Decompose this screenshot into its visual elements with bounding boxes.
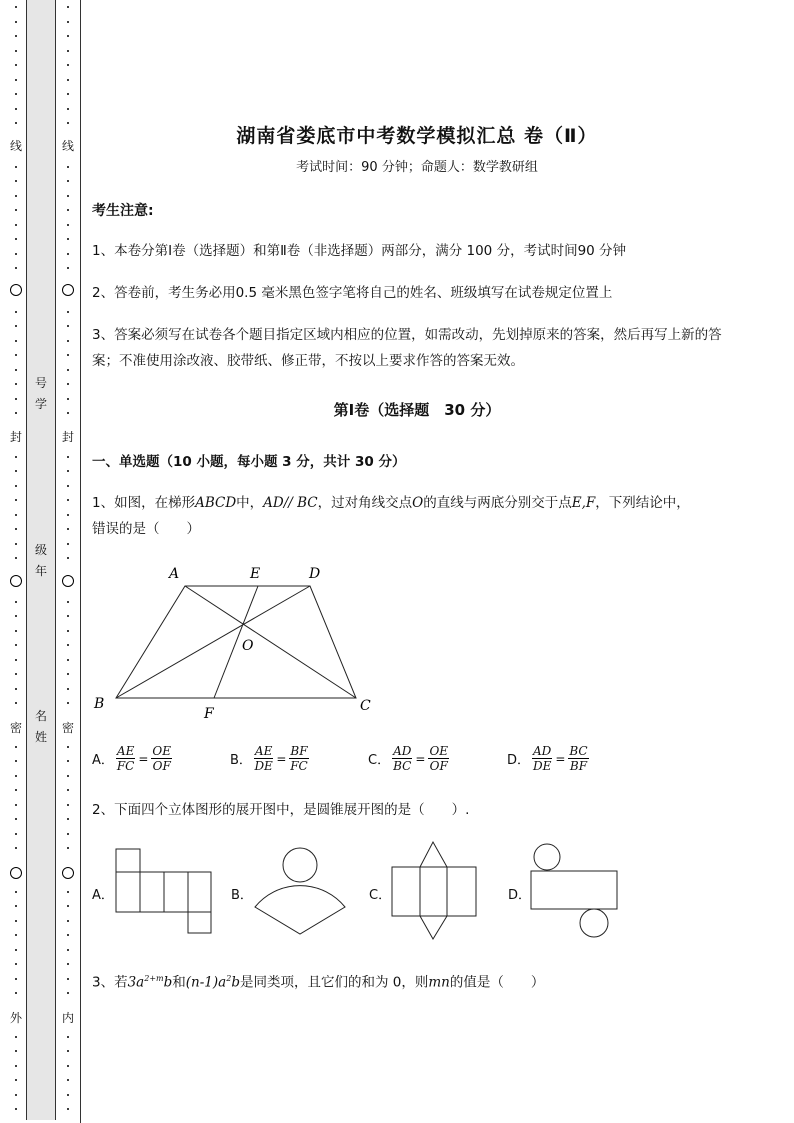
inner-margin-dot — [67, 557, 69, 559]
q2-option-a-label[interactable]: A． — [92, 888, 114, 903]
section-title: 第Ⅰ卷（选择题 30 分） — [333, 401, 501, 419]
inner-margin-dot — [67, 746, 69, 748]
outer-margin-dot — [15, 470, 17, 472]
inner-margin-dot — [67, 1108, 69, 1110]
outer-margin-dot — [15, 934, 17, 936]
inner-margin-dot — [67, 195, 69, 197]
inner-margin-dot — [67, 644, 69, 646]
margin-border-line — [80, 0, 81, 1123]
inner-margin-char: 内 — [57, 1012, 79, 1024]
inner-margin-dot — [67, 528, 69, 530]
q2-option-b-label[interactable]: B． — [231, 888, 253, 903]
outer-margin-dot — [15, 601, 17, 603]
label-b: B — [94, 696, 105, 712]
inner-margin-dot — [67, 21, 69, 23]
outer-margin-circle — [10, 284, 22, 296]
outer-margin-dot — [15, 688, 17, 690]
outer-margin-dot — [15, 412, 17, 414]
outer-margin-dot — [15, 224, 17, 226]
inner-margin-dot — [67, 166, 69, 168]
outer-margin-dot — [15, 978, 17, 980]
inner-margin-dot — [67, 789, 69, 791]
inner-margin-dot — [67, 543, 69, 545]
inner-margin-dot — [67, 311, 69, 313]
inner-dotted-line — [57, 0, 79, 1123]
inner-margin-dot — [67, 963, 69, 965]
outer-margin-dot — [15, 963, 17, 965]
q1-option-a[interactable]: A． $\frac{AE}{FC}$ = $\frac{OE}{OF}$ — [92, 744, 172, 773]
outer-margin-dot — [15, 775, 17, 777]
inner-margin-dot — [67, 369, 69, 371]
label-c: C — [360, 698, 371, 714]
inner-margin-circle — [62, 284, 74, 296]
label-e: E — [250, 566, 261, 582]
outer-margin-dot — [15, 180, 17, 182]
inner-margin-dot — [67, 978, 69, 980]
inner-margin-char: 密 — [57, 722, 79, 734]
outer-margin-dot — [15, 891, 17, 893]
inner-margin-dot — [67, 383, 69, 385]
outer-margin-dot — [15, 195, 17, 197]
outer-margin-char: 封 — [6, 431, 26, 443]
inner-margin-circle — [62, 867, 74, 879]
inner-margin-char: 线 — [57, 140, 79, 152]
q2-option-b-cone-net — [252, 846, 348, 936]
outer-margin-dot — [15, 615, 17, 617]
inner-margin-dot — [67, 470, 69, 472]
q2-option-d-cylinder-net — [529, 842, 619, 940]
outer-margin-dot — [15, 108, 17, 110]
inner-margin-dot — [67, 833, 69, 835]
q2-option-d-label[interactable]: D． — [508, 888, 532, 903]
outer-margin-dot — [15, 804, 17, 806]
inner-margin-dot — [67, 267, 69, 269]
inner-margin-dot — [67, 412, 69, 414]
outer-margin-dot — [15, 311, 17, 313]
inner-margin-dot — [67, 601, 69, 603]
outer-margin-dot — [15, 21, 17, 23]
q1-option-c[interactable]: C． $\frac{AD}{BC}$ = $\frac{OE}{OF}$ — [368, 744, 449, 773]
outer-margin-dot — [15, 847, 17, 849]
inner-margin-dot — [67, 35, 69, 37]
label-o: O — [242, 638, 254, 654]
outer-margin-char: 密 — [6, 722, 26, 734]
question-type-heading: 一、单选题（10 小题，每小题 3 分，共计 30 分） — [92, 454, 406, 470]
q2-option-c-label[interactable]: C． — [369, 888, 392, 903]
band-label-nianji-1: 级 — [34, 543, 47, 557]
outer-margin-dot — [15, 659, 17, 661]
inner-margin-dot — [67, 847, 69, 849]
label-a: A — [169, 566, 180, 582]
inner-margin-char: 封 — [57, 431, 79, 443]
outer-margin-dot — [15, 746, 17, 748]
outer-margin-circle — [10, 575, 22, 587]
inner-margin-dot — [67, 949, 69, 951]
band-label-xuehao-2: 学 — [34, 397, 47, 411]
outer-margin-dot — [15, 369, 17, 371]
outer-margin-dot — [15, 702, 17, 704]
inner-margin-dot — [67, 224, 69, 226]
outer-margin-dot — [15, 93, 17, 95]
inner-margin-dot — [67, 702, 69, 704]
outer-margin-dot — [15, 644, 17, 646]
inner-margin-dot — [67, 398, 69, 400]
band-label-xuehao-1: 号 — [34, 376, 47, 390]
inner-margin-dot — [67, 804, 69, 806]
inner-margin-dot — [67, 6, 69, 8]
band-label-xingming-1: 名 — [34, 709, 47, 723]
outer-margin-dot — [15, 1108, 17, 1110]
outer-margin-dot — [15, 1079, 17, 1081]
notice-item-1: 1、本卷分第Ⅰ卷（选择题）和第Ⅱ卷（非选择题）两部分，满分 100 分，考试时间90 分钟 — [92, 243, 627, 259]
inner-margin-dot — [67, 456, 69, 458]
notice-item-2: 2、答卷前，考生务必用0.5 毫米黑色签字笔将自己的姓名、班级填写在试卷规定位置上 — [92, 285, 613, 301]
q2-option-c-prism-net — [390, 840, 480, 942]
outer-margin-dot — [15, 398, 17, 400]
student-info-band — [26, 0, 56, 1120]
inner-margin-dot — [67, 1065, 69, 1067]
outer-margin-dot — [15, 789, 17, 791]
outer-margin-dot — [15, 528, 17, 530]
outer-margin-dot — [15, 325, 17, 327]
outer-margin-dot — [15, 383, 17, 385]
exam-info: 考试时间：90 分钟；命题人：数学教研组 — [296, 160, 538, 175]
band-label-xingming-2: 姓 — [34, 730, 47, 744]
outer-margin-dot — [15, 166, 17, 168]
label-f: F — [204, 706, 214, 720]
inner-margin-dot — [67, 1036, 69, 1038]
q1-option-b[interactable]: B． $\frac{AE}{DE}$ = $\frac{BF}{FC}$ — [230, 744, 308, 773]
inner-margin-dot — [67, 499, 69, 501]
inner-margin-dot — [67, 673, 69, 675]
outer-margin-dot — [15, 992, 17, 994]
inner-margin-circle — [62, 575, 74, 587]
outer-margin-dot — [15, 760, 17, 762]
outer-margin-dot — [15, 543, 17, 545]
inner-margin-dot — [67, 93, 69, 95]
inner-margin-dot — [67, 325, 69, 327]
outer-margin-dot — [15, 79, 17, 81]
inner-margin-dot — [67, 50, 69, 52]
outer-margin-dot — [15, 818, 17, 820]
question-3-text: 3、若$3a^{2+m}b$和$(n-1)a^2b$是同类项，且它们的和为 0，则mn的值是（ ） — [92, 974, 545, 991]
inner-margin-dot — [67, 238, 69, 240]
inner-margin-dot — [67, 108, 69, 110]
inner-margin-dot — [67, 992, 69, 994]
outer-margin-dot — [15, 1050, 17, 1052]
outer-margin-dot — [15, 253, 17, 255]
outer-margin-dot — [15, 354, 17, 356]
band-label-nianji-2: 年 — [34, 564, 47, 578]
outer-margin-dot — [15, 630, 17, 632]
inner-margin-dot — [67, 818, 69, 820]
outer-margin-dot — [15, 1036, 17, 1038]
outer-margin-circle — [10, 867, 22, 879]
question-1-text: 1、如图，在梯形ABCD中，AD// BC，过对角线交点O的直线与两底分别交于点E,F，下列结论中， 错误的是（ ） — [92, 495, 690, 537]
inner-margin-dot — [67, 514, 69, 516]
outer-margin-dot — [15, 920, 17, 922]
inner-margin-dot — [67, 934, 69, 936]
outer-margin-dot — [15, 456, 17, 458]
outer-margin-dot — [15, 122, 17, 124]
outer-margin-char: 外 — [6, 1012, 26, 1024]
outer-margin-dot — [15, 557, 17, 559]
inner-margin-dot — [67, 760, 69, 762]
outer-dotted-line — [6, 0, 26, 1123]
inner-margin-dot — [67, 775, 69, 777]
outer-margin-dot — [15, 485, 17, 487]
outer-margin-dot — [15, 833, 17, 835]
inner-margin-dot — [67, 920, 69, 922]
inner-margin-dot — [67, 354, 69, 356]
inner-margin-dot — [67, 891, 69, 893]
outer-margin-dot — [15, 949, 17, 951]
outer-margin-dot — [15, 209, 17, 211]
question-2-text: 2、下面四个立体图形的展开图中，是圆锥展开图的是（ ）. — [92, 802, 470, 818]
inner-margin-dot — [67, 1079, 69, 1081]
page-title: 湖南省娄底市中考数学模拟汇总 卷（Ⅱ） — [236, 125, 598, 147]
inner-margin-dot — [67, 79, 69, 81]
inner-margin-dot — [67, 905, 69, 907]
inner-margin-dot — [67, 1094, 69, 1096]
outer-margin-dot — [15, 238, 17, 240]
inner-margin-dot — [67, 615, 69, 617]
inner-margin-dot — [67, 253, 69, 255]
notice-heading: 考生注意: — [92, 203, 154, 219]
outer-margin-dot — [15, 50, 17, 52]
outer-margin-dot — [15, 35, 17, 37]
inner-margin-dot — [67, 64, 69, 66]
q1-option-d[interactable]: D． $\frac{AD}{DE}$ = $\frac{BC}{BF}$ — [507, 744, 588, 773]
outer-margin-dot — [15, 499, 17, 501]
inner-margin-dot — [67, 688, 69, 690]
outer-margin-dot — [15, 1094, 17, 1096]
inner-margin-dot — [67, 659, 69, 661]
inner-margin-dot — [67, 630, 69, 632]
outer-margin-dot — [15, 514, 17, 516]
outer-margin-dot — [15, 64, 17, 66]
label-d: D — [309, 566, 321, 582]
outer-margin-dot — [15, 905, 17, 907]
trapezoid-figure — [92, 558, 392, 720]
outer-margin-dot — [15, 6, 17, 8]
outer-margin-dot — [15, 267, 17, 269]
outer-margin-dot — [15, 340, 17, 342]
inner-margin-dot — [67, 340, 69, 342]
outer-margin-dot — [15, 1065, 17, 1067]
inner-margin-dot — [67, 180, 69, 182]
notice-item-3: 3、答案必须写在试卷各个题目指定区域内相应的位置，如需改动，先划掉原来的答案，然后再写上新的答案；不准使用涂改液、胶带纸、修正带，不按以上要求作答的答案无效。 — [92, 327, 722, 369]
outer-margin-char: 线 — [6, 140, 26, 152]
inner-margin-dot — [67, 1050, 69, 1052]
inner-margin-dot — [67, 122, 69, 124]
inner-margin-dot — [67, 485, 69, 487]
inner-margin-dot — [67, 209, 69, 211]
outer-margin-dot — [15, 673, 17, 675]
q2-option-a-net — [114, 848, 212, 936]
